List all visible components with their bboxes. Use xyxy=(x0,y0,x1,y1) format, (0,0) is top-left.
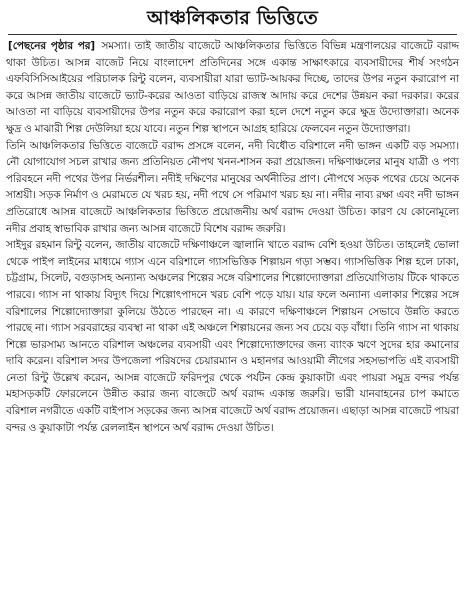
paragraph-1 xyxy=(6,38,459,138)
jump-reference xyxy=(6,40,97,52)
paragraph-3: সাইদুর রহমান রিন্টু বলেন, জাতীয় বাজেটে দক্ষিণাঞ্চলে জ্বালানি খাতে বরাদ্দ বেশি হওয়া উচিত। তাহলেই ভোলা থেকে পাইপ লাইনের মাধ্যমে গ্যাস এনে বরিশালে গ্যাসভিত্তিক শিল্পায়ন গড়া সম্ভব। গ্যাসভিত্তিক শিল্প হলে ঢাকা, চট্টগ্রাম, সিলেট, বগুড়াসহ অন্যান্য অঞ্চলের শিল্পের সঙ্গে বরিশালের শিল্পোদ্যোক্তারা প্রতিযোগিতায় টিকে থাকতে পারবে। গ্যাস না থাকায় বিদ্যুৎ দিয়ে শিল্পোৎপাদনে খরচ বেশি পড়ে যায়। যার ফলে অন্যান্য এলাকার শিল্পের সঙ্গে বরিশালের শিল্পোদ্যোক্তারা কুলিয়ে উঠতে পারছেন না। এ কারণে দক্ষিণাঞ্চলে শিল্পায়ন সেভাবে উন্নতি করতে পারছে না। গ্যাস সরবরাহের ব্যবস্থা না থাকা এই অঞ্চলে শিল্পায়নের জন্য সব চেয়ে বড় বাঁধা। তিনি গ্যাস না থাকায় শিল্পে ভারসাম্য আনতে বরিশাল অঞ্চলের ব্যবসায়ী এবং শিল্পোদ্যোক্তাদের জন্য ব্যাংক ঋণে সুদের হার কমানোর দাবি করেন। বরিশাল সদর উপজেলা পরিষদের চেয়ারম্যান ও মহানগর আওয়ামী লীগের সহসভাপতি এই ব্যবসায়ী নেতা রিন্টু উল্লেখ করেন, আসন্ন বাজেটে ফরিদপুর থেকে পর্যটন কেন্দ্র কুয়াকাটা এবং পায়রা সমুদ্র বন্দর পর্যন্ত মহাসড়কটি ফোরলেনে উন্নীত করার জন্য বাজেটে অর্থ বরাদ্দ একান্ত জরুরি। ভারী যানবাহনের চাপ কমাতে বরিশাল নগরীতে একটি বাইপাস সড়কের জন্য আসন্ন বাজেটে অর্থ বরাদ্দ প্রয়োজন। এছাড়া আসন্ন বাজেটে পায়রা বন্দর ও কুয়াকাটা পর্যন্ত রেললাইন স্থাপনে অর্থ বরাদ্দ দেওয়া উচিত। xyxy=(6,239,459,434)
article-body xyxy=(6,38,459,436)
paragraph-text: সমস্যা। তাই জাতীয় বাজেটে আঞ্চলিকতার ভিত্তিতে বিভিন্ন মন্ত্রণালয়ের বাজেটে বরাদ্দ থাকা উচিত। আসন্ন বাজেট নিয়ে বাংলাদেশ প্রতিদিনের সঙ্গে একান্ত সাক্ষাৎকারে ব্যবসায়ীদের শীর্ষ সংগঠন এফবিসিসিআইয়ের পরিচালক রিন্টু বলেন, ব্যবসায়ীরা যারা ভ্যাট-আয়কর দিচ্ছে, তাদের উপর নতুন করারোপ না করে আসন্ন জাতীয় বাজেটে ভ্যাট-করের আওতা বাড়িয়ে রাজস্ব আদায় করে দেশের উন্নয়ন করা দরকার। করের আওতা না বাড়িয়ে ব্যবসায়ীদের উপর নতুন করে করারোপ করা হলে দেশে নতুন করে ক্ষুদ্র উদ্যোক্তারা। অনেক ক্ষুদ্র ও মাঝারী শিল্প দেউলিয়া হয়ে যাবে। নতুন শিল্প স্থাপনে আগ্রহ হারিয়ে ফেলবেন নতুন উদ্যোক্তারা। xyxy=(6,40,459,135)
bracket-close: ] xyxy=(90,40,96,52)
headline-divider xyxy=(8,34,457,35)
headline: আঞ্চলিকতার ভিত্তিতে xyxy=(147,7,318,29)
bracket-open: [ xyxy=(8,40,13,52)
paragraph-2: তিনি আঞ্চলিকতার ভিত্তিতে বাজেটে বরাদ্দ প্রসঙ্গে বলেন, নদী বিধৌত বরিশালে নদী ভাঙ্গন একটি বড় সমস্যা। নৌ যোগাযোগ সচল রাখার জন্য প্রতিনিয়ত নৌপথ খনন-শাসন করা প্রয়োজন। দক্ষিণাঞ্চলের মানুষ যাত্রী ও পণ্য পরিবহনে নদী পথের উপর নির্ভরশীল। নদীই দক্ষিণের মানুষের অর্থনীতির প্রাণ। নৌপথে সড়ক পথের চেয়ে অনেক সাশ্রয়ী। সড়ক নির্মাণ ও মেরামতে যে খরচ হয়, নদী পথে সে পরিমাণ খরচ হয় না। নদীর নাব্য রক্ষা এবং নদী ভাঙ্গন প্রতিরোধে আসন্ন বাজেটে আঞ্চলিকতার ভিত্তিতে প্রয়োজনীয় অর্থ বরাদ্দ দেওয়া উচিত। কারণ যে কোনোমূল্যে নদীর প্রবাহ স্বাভাবিক রাখার জন্য আসন্ন বাজেটে বিশেষ বরাদ্দ জরুরি। xyxy=(6,139,459,235)
jump-reference-text: পেছনের পৃষ্ঠার পর xyxy=(12,40,91,52)
